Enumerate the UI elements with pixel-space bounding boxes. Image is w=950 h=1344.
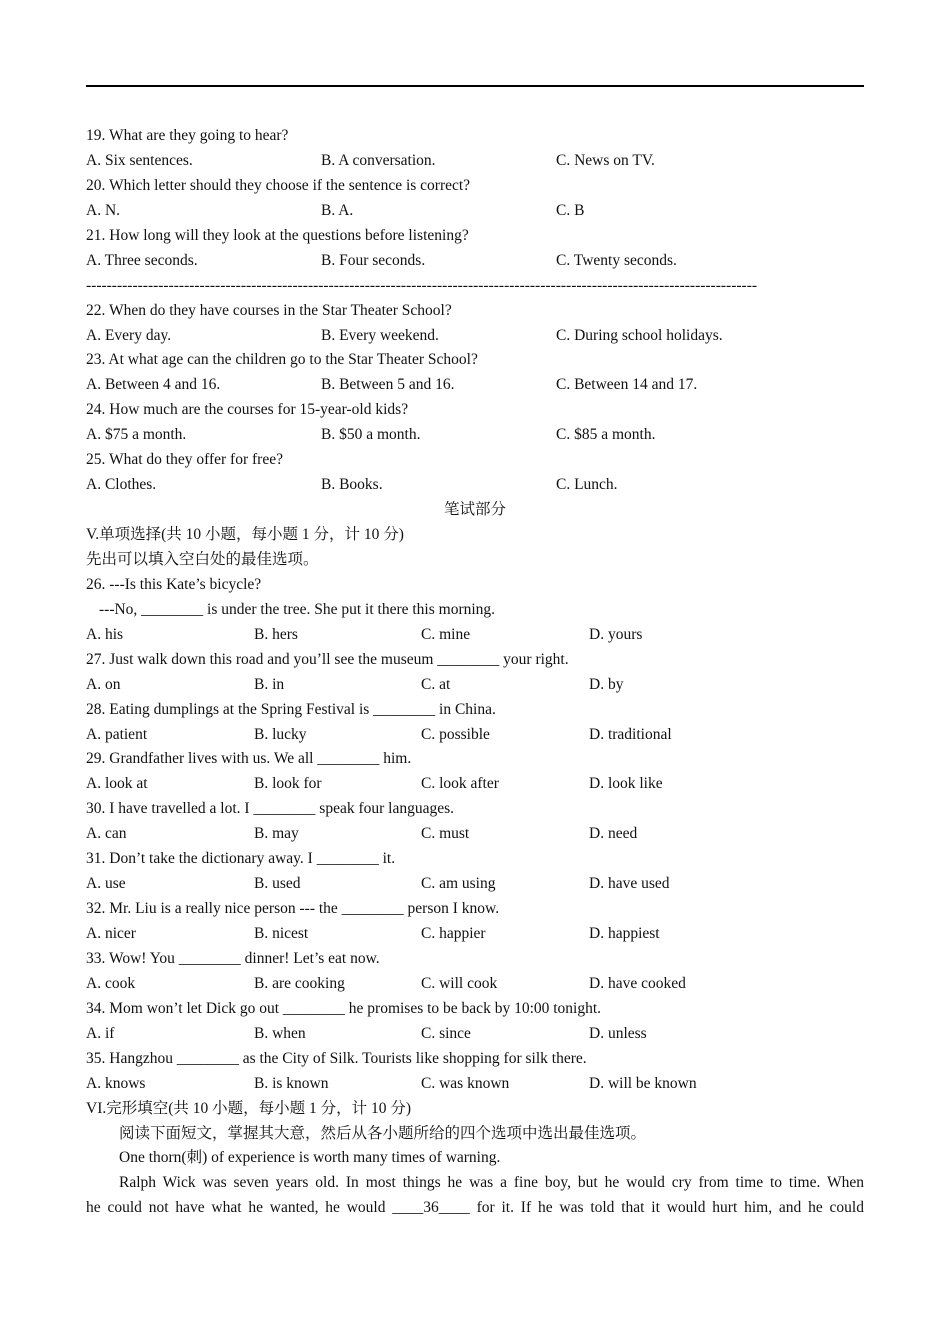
option-d: D. traditional	[589, 725, 672, 743]
option-c: C. possible	[421, 725, 490, 743]
passage-line-2: he could not have what he wanted, he would ____36____ for it. If he was told that it would hurt him, and he could	[86, 1199, 864, 1217]
question-21: 21. How long will they look at the questions before listening?	[86, 226, 469, 244]
option-a: A. his	[86, 625, 124, 643]
option-d: D. yours	[589, 625, 643, 643]
option-b: B. A conversation.	[321, 151, 436, 169]
option-d: D. look like	[589, 775, 663, 793]
option-b: B. used	[254, 875, 301, 893]
option-c: C. Between 14 and 17.	[556, 376, 698, 394]
options-20	[86, 199, 864, 224]
question-22: 22. When do they have courses in the Star Theater School?	[86, 301, 452, 319]
options-34	[86, 1022, 864, 1047]
question-23: 23. At what age can the children go to the Star Theater School?	[86, 351, 478, 369]
passage-line-1: Ralph Wick was seven years old. In most things he was a fine boy, but he would cry from time to time. When	[119, 1174, 864, 1192]
option-c: C. Twenty seconds.	[556, 251, 677, 269]
options-33	[86, 972, 864, 997]
question-20: 20. Which letter should they choose if the sentence is correct?	[86, 176, 471, 194]
section-5-instruction: 先出可以填入空白处的最佳选项。	[86, 550, 319, 568]
options-28	[86, 723, 864, 748]
options-35	[86, 1072, 864, 1097]
option-c: C. look after	[421, 775, 499, 793]
question-28: 28. Eating dumplings at the Spring Festival is ________ in China.	[86, 700, 496, 718]
option-c: C. Lunch.	[556, 476, 618, 494]
options-23	[86, 373, 864, 398]
options-22	[86, 324, 864, 349]
option-a: A. N.	[86, 201, 121, 219]
question-35: 35. Hangzhou ________ as the City of Silk. Tourists like shopping for silk there.	[86, 1049, 587, 1067]
option-a: A. on	[86, 675, 121, 693]
section-6-title: VI.完形填空(共 10 小题，每小题 1 分，计 10 分)	[86, 1099, 412, 1117]
option-a: A. use	[86, 875, 126, 893]
option-d: D. have used	[589, 875, 670, 893]
option-d: D. happiest	[589, 925, 660, 942]
passage-heading: One thorn(刺) of experience is worth many times of warning.	[119, 1149, 501, 1167]
option-a: A. Clothes.	[86, 476, 157, 494]
option-b: B. Books.	[321, 476, 383, 494]
option-c: C. am using	[421, 875, 496, 893]
question-33: 33. Wow! You ________ dinner! Let’s eat now.	[86, 949, 380, 967]
options-30	[86, 822, 864, 847]
question-26: 26. ---Is this Kate’s bicycle?	[86, 575, 262, 593]
option-c: C. mine	[421, 625, 471, 643]
option-b: B. nicest	[254, 925, 309, 942]
option-b: B. A.	[321, 201, 354, 219]
option-a: A. knows	[86, 1074, 146, 1092]
options-26	[86, 623, 864, 648]
option-a: A. cook	[86, 974, 136, 992]
question-24: 24. How much are the courses for 15-year-old kids?	[86, 401, 409, 419]
option-b: B. Between 5 and 16.	[321, 376, 455, 394]
question-34: 34. Mom won’t let Dick go out ________ he promises to be back by 10:00 tonight.	[86, 999, 602, 1017]
question-25: 25. What do they offer for free?	[86, 451, 283, 469]
option-d: D. unless	[589, 1024, 647, 1042]
option-b: B. is known	[254, 1074, 329, 1092]
options-27	[86, 673, 864, 698]
option-d: D. need	[589, 825, 638, 843]
option-c: C. will cook	[421, 974, 498, 992]
question-32: 32. Mr. Liu is a really nice person --- the ________ person I know.	[86, 900, 500, 918]
options-21	[86, 249, 864, 274]
question-30: 30. I have travelled a lot. I ________ speak four languages.	[86, 800, 455, 818]
section-5-title: V.单项选择(共 10 小题，每小题 1 分，计 10 分)	[86, 526, 404, 543]
exam-page	[86, 124, 864, 1221]
option-b: B. lucky	[254, 725, 307, 743]
option-b: B. are cooking	[254, 974, 345, 992]
option-a: A. look at	[86, 775, 148, 793]
option-d: D. by	[589, 675, 624, 693]
option-b: B. hers	[254, 625, 298, 643]
question-19: 19. What are they going to hear?	[86, 127, 289, 144]
written-section-title: 笔试部分	[443, 501, 506, 519]
option-d: D. will be known	[589, 1074, 697, 1092]
option-c: C. since	[421, 1024, 471, 1042]
option-a: A. Three seconds.	[86, 251, 198, 269]
option-b: B. look for	[254, 775, 322, 793]
option-c: C. $85 a month.	[556, 426, 656, 444]
option-a: A. if	[86, 1024, 115, 1042]
options-25	[86, 473, 864, 498]
option-c: C. News on TV.	[556, 151, 655, 169]
option-b: B. when	[254, 1024, 306, 1042]
option-c: C. B	[556, 201, 585, 219]
option-b: B. Every weekend.	[321, 326, 439, 344]
option-c: C. was known	[421, 1074, 510, 1092]
option-b: B. may	[254, 825, 299, 843]
option-a: A. Six sentences.	[86, 151, 193, 169]
section-6-instruction: 阅读下面短文，掌握其大意，然后从各小题所给的四个选项中选出最佳选项。	[119, 1124, 647, 1142]
options-19	[86, 149, 864, 174]
options-32	[86, 922, 864, 947]
option-a: A. nicer	[86, 925, 136, 942]
question-26-reply: ---No, ________ is under the tree. She put it there this morning.	[99, 600, 496, 618]
options-31	[86, 872, 864, 897]
option-a: A. can	[86, 825, 127, 843]
option-b: B. $50 a month.	[321, 426, 421, 444]
option-c: C. happier	[421, 925, 486, 942]
options-24	[86, 423, 864, 448]
option-a: A. Every day.	[86, 326, 172, 344]
options-29	[86, 772, 864, 797]
header-rule	[86, 85, 864, 87]
option-b: B. in	[254, 675, 285, 693]
dashed-separator: ----------------------------------------------------------------------------------------------------------------------------------	[86, 276, 758, 294]
option-c: C. must	[421, 825, 470, 843]
option-a: A. patient	[86, 725, 148, 743]
option-d: D. have cooked	[589, 974, 686, 992]
question-29: 29. Grandfather lives with us. We all ________ him.	[86, 750, 412, 768]
option-c: C. at	[421, 675, 451, 693]
option-a: A. Between 4 and 16.	[86, 376, 221, 394]
question-31: 31. Don’t take the dictionary away. I ________ it.	[86, 850, 396, 868]
option-a: A. $75 a month.	[86, 426, 187, 444]
option-c: C. During school holidays.	[556, 326, 723, 344]
option-b: B. Four seconds.	[321, 251, 426, 269]
question-27: 27. Just walk down this road and you’ll see the museum ________ your right.	[86, 650, 569, 668]
